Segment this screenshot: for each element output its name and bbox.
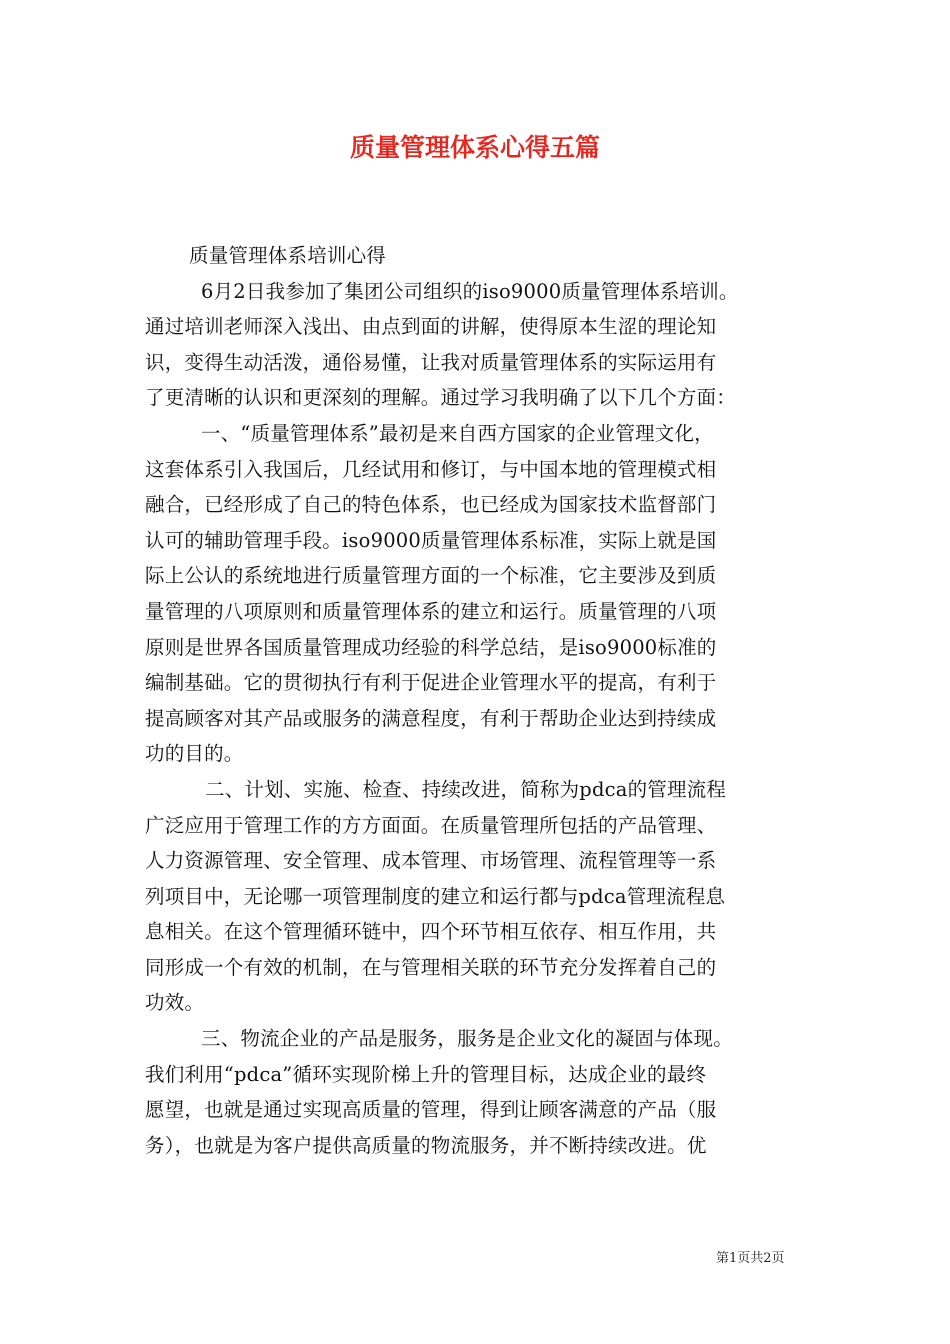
paragraph-line: 这套体系引入我国后，几经试用和修订，与中国本地的管理模式相	[145, 457, 717, 481]
page-number-footer: 第1页共2页	[716, 1251, 785, 1266]
paragraph-line: 融合，已经形成了自己的特色体系，也已经成为国家技术监督部门	[145, 493, 717, 517]
paragraph-line: 了更清晰的认识和更深刻的理解。通过学习我明确了以下几个方面：	[145, 386, 737, 410]
paragraph-line: 息相关。在这个管理循环链中，四个环节相互依存、相互作用，共	[145, 920, 717, 944]
paragraph-line: 编制基础。它的贯彻执行有利于促进企业管理水平的提高，有利于	[145, 671, 717, 695]
paragraph-line: 提高顾客对其产品或服务的满意程度，有利于帮助企业达到持续成	[145, 706, 717, 730]
paragraph-line: 功效。	[145, 991, 205, 1015]
paragraph-line: 通过培训老师深入浅出、由点到面的讲解，使得原本生涩的理论知	[145, 315, 717, 339]
paragraph-line: 功的目的。	[145, 742, 244, 766]
paragraph-line: 广泛应用于管理工作的方方面面。在质量管理所包括的产品管理、	[145, 813, 717, 837]
page-title: 质量管理体系心得五篇	[349, 133, 600, 162]
section-subtitle: 质量管理体系培训心得	[189, 244, 387, 267]
paragraph-line: 原则是世界各国质量管理成功经验的科学总结，是iso9000标准的	[145, 635, 717, 659]
paragraph-line: 认可的辅助管理手段。iso9000质量管理体系标准，实际上就是国	[145, 528, 717, 552]
paragraph-line: 6月2日我参加了集团公司组织的iso9000质量管理体系培训。	[201, 279, 739, 303]
paragraph-line: 一、“质量管理体系”最初是来自西方国家的企业管理文化，	[201, 421, 714, 445]
paragraph-line: 人力资源管理、安全管理、成本管理、市场管理、流程管理等一系	[145, 849, 717, 873]
paragraph-line: 三、物流企业的产品是服务，服务是企业文化的凝固与体现。	[201, 1027, 733, 1051]
paragraph-line: 愿望，也就是通过实现高质量的管理，得到让顾客满意的产品（服	[145, 1098, 717, 1122]
paragraph-line: 二、计划、实施、检查、持续改进，简称为pdca的管理流程	[205, 777, 727, 801]
paragraph-line: 际上公认的系统地进行质量管理方面的一个标准，它主要涉及到质	[145, 564, 717, 588]
paragraph-line: 务），也就是为客户提供高质量的物流服务，并不断持续改进。优	[145, 1133, 707, 1157]
paragraph-line: 识，变得生动活泼，通俗易懂，让我对质量管理体系的实际运用有	[145, 350, 717, 374]
paragraph-line: 同形成一个有效的机制，在与管理相关联的环节充分发挥着自己的	[145, 955, 717, 979]
document-body	[145, 238, 825, 1163]
paragraph-line: 量管理的八项原则和质量管理体系的建立和运行。质量管理的八项	[145, 599, 717, 623]
paragraph-line: 我们利用“pdca”循环实现阶梯上升的管理目标，达成企业的最终	[145, 1062, 707, 1086]
paragraph-line: 列项目中，无论哪一项管理制度的建立和运行都与pdca管理流程息	[145, 884, 726, 908]
